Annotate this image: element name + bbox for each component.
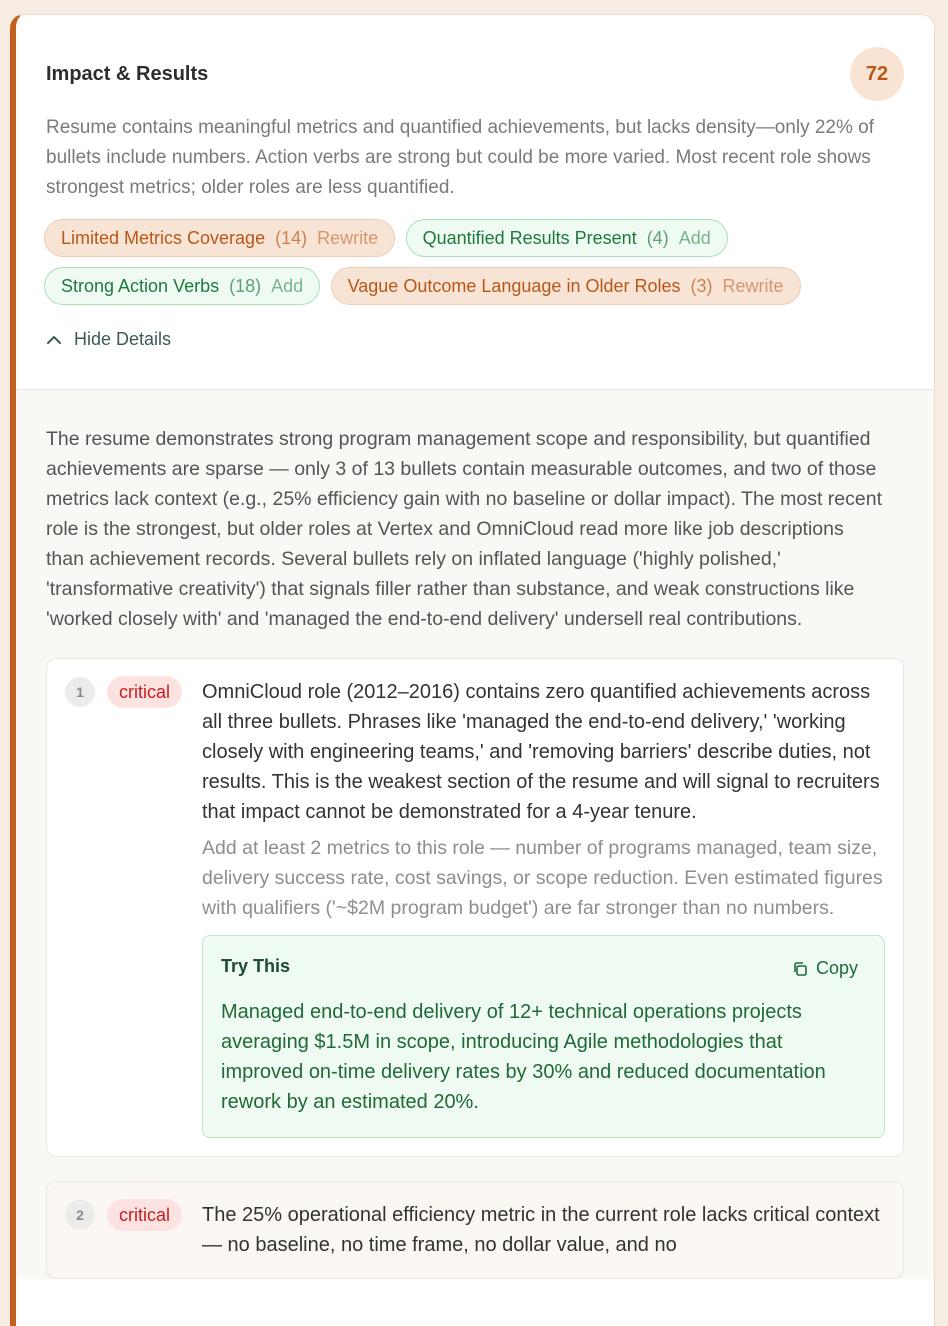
chip-label: Limited Metrics Coverage [61,227,266,248]
issue-item [46,658,904,1157]
details-panel [16,390,934,1279]
analysis-text: The resume demonstrates strong program management scope and responsibility, but quantified achievements are sparse — only 3 of 13 bullets contain measurable outcomes, and two of those metrics lack context (e.g., 25% efficiency gain with no baseline or dollar impact). The most recent role is the strongest, but older roles at Vertex and OmniCloud read more like job descriptions than achievement records. Several bullets rely on inflated language ('highly polished,' 'transformative creativity') that signals filler rather than substance, and weak constructions like 'worked closely with' and 'managed the end-to-end delivery' undersell real contributions. [46,428,882,630]
chip-label: Strong Action Verbs [61,275,220,296]
chip-action[interactable]: Add [678,227,711,248]
impact-results-card [10,14,935,1326]
severity-badge: critical [107,676,182,708]
chip-vague-outcome-language[interactable] [331,267,801,305]
try-this-heading: Try This [221,956,291,976]
issue-item [46,1181,904,1279]
chip-count: (3) [690,275,713,296]
issue-number: 1 [65,677,95,707]
chip-label: Vague Outcome Language in Older Roles [347,275,681,296]
chip-count: (18) [229,275,262,296]
chip-limited-metrics[interactable] [44,219,395,257]
chip-action[interactable]: Rewrite [317,227,379,248]
score-badge: 72 [850,47,904,101]
chip-quantified-results[interactable] [406,219,728,257]
suggested-rewrite: Managed end-to-end delivery of 12+ technical operations projects averaging $1.5M in scope, introducing Agile methodologies that improved on-time delivery rates by 30% and reduced documentation rework by an estimated 20%. [221,1001,826,1113]
section-header [16,15,934,390]
issue-description: OmniCloud role (2012–2016) contains zero quantified achievements across all three bullets. Phrases like 'managed the end-to-end delivery,' 'working closely with engineering teams,' and 'removing barriers' describe duties, not results. This is the weakest section of the resume and will signal to recruiters that impact cannot be demonstrated for a 4-year tenure. [202,681,880,823]
copy-icon [792,961,808,977]
chip-action[interactable]: Add [271,275,304,296]
issue-recommendation: Add at least 2 metrics to this role — number of programs managed, team size, delivery success rate, cost savings, or scope reduction. Even estimated figures with qualifiers ('~$2M program budget') are far stronger than no numbers. [202,837,883,919]
severity-badge: critical [107,1199,182,1231]
hide-details-toggle[interactable] [46,329,171,350]
copy-button[interactable] [792,958,858,979]
chip-count: (4) [646,227,669,248]
copy-label: Copy [815,958,858,978]
feedback-chips [44,219,924,315]
issue-description: The 25% operational efficiency metric in the current role lacks critical context — no baseline, no time frame, no dollar value, and no [202,1204,880,1256]
chip-label: Quantified Results Present [422,227,637,248]
hide-details-label: Hide Details [74,329,172,349]
issue-number: 2 [65,1200,95,1230]
chip-count: (14) [275,227,308,248]
chip-strong-action-verbs[interactable] [44,267,320,305]
section-title: Impact & Results [46,63,209,85]
chevron-up-icon [46,335,62,345]
chip-action[interactable]: Rewrite [722,275,784,296]
section-summary: Resume contains meaningful metrics and quantified achievements, but lacks density—only 22% of bullets include numbers. Action verbs are strong but could be more varied. Most recent role shows strongest metrics; older roles are less quantified. [46,117,874,198]
try-this-box [202,935,885,1138]
